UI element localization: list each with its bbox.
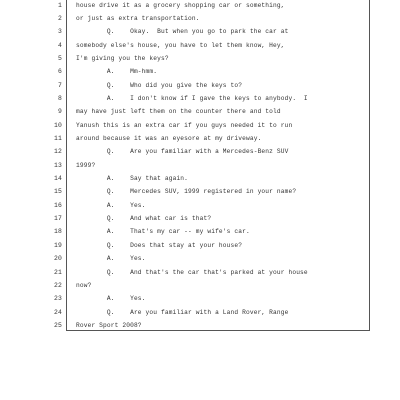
transcript-line <box>40 39 370 52</box>
line-number: 1 <box>58 1 62 9</box>
line-text: A. Say that again. <box>76 175 189 183</box>
transcript-line <box>40 0 370 12</box>
line-number: 20 <box>54 255 62 263</box>
transcript-line <box>40 132 370 145</box>
transcript-line <box>40 145 370 158</box>
line-text: Q. Are you familiar with a Mercedes-Benz SUV <box>76 148 289 156</box>
transcript-line <box>40 159 370 172</box>
line-text: Q. And that's the car that's parked at your house <box>76 268 308 276</box>
line-text: Q. Does that stay at your house? <box>76 241 243 249</box>
transcript-page <box>40 0 370 400</box>
line-text: A. That's my car -- my wife's car. <box>76 228 250 236</box>
line-number: 5 <box>58 54 62 62</box>
transcript-line <box>40 199 370 212</box>
line-number: 7 <box>58 81 62 89</box>
line-number: 23 <box>54 295 62 303</box>
line-text: Q. Okay. But when you go to park the car at <box>76 28 289 36</box>
transcript-line <box>40 25 370 38</box>
line-text: Yanush this is an extra car if you guys needed it to run <box>76 121 293 129</box>
transcript-line <box>40 306 370 319</box>
transcript-line <box>40 105 370 118</box>
line-number: 10 <box>54 121 62 129</box>
line-text: Rover Sport 2008? <box>76 321 142 329</box>
transcript-line <box>40 12 370 25</box>
line-number: 24 <box>54 308 62 316</box>
transcript-line <box>40 119 370 132</box>
line-number: 17 <box>54 215 62 223</box>
transcript-line <box>40 52 370 65</box>
transcript-line <box>40 65 370 78</box>
line-number: 3 <box>58 28 62 36</box>
line-text: may have just left them on the counter there and told <box>76 108 281 116</box>
line-text: house drive it as a grocery shopping car or something, <box>76 1 285 9</box>
line-number: 11 <box>54 135 62 142</box>
line-number: 18 <box>54 228 62 236</box>
line-number: 6 <box>58 68 62 76</box>
line-number: 12 <box>54 148 62 156</box>
line-text: Q. Who did you give the keys to? <box>76 81 243 89</box>
line-text: or just as extra transportation. <box>76 14 200 22</box>
line-number: 9 <box>58 108 62 116</box>
line-number: 13 <box>54 161 62 169</box>
transcript-line <box>40 172 370 185</box>
line-number: 2 <box>58 14 62 22</box>
transcript-line <box>40 79 370 92</box>
line-text: A. Yes. <box>76 255 146 263</box>
line-text: around because it was an eyesore at my driveway. <box>76 135 262 142</box>
transcript-line <box>40 239 370 252</box>
transcript-line <box>40 92 370 105</box>
line-text: A. Yes. <box>76 295 146 303</box>
line-number: 8 <box>58 94 62 102</box>
line-text: 1999? <box>76 161 96 169</box>
line-text: I'm giving you the keys? <box>76 54 169 62</box>
transcript-line <box>40 252 370 265</box>
line-number: 4 <box>58 41 62 49</box>
transcript-line <box>40 212 370 225</box>
line-number: 22 <box>54 281 62 289</box>
line-text: Q. Mercedes SUV, 1999 registered in your name? <box>76 188 297 196</box>
line-text: Q. Are you familiar with a Land Rover, Range <box>76 308 289 316</box>
transcript-line <box>40 266 370 279</box>
line-number: 21 <box>54 268 62 276</box>
transcript-line <box>40 225 370 238</box>
line-number: 15 <box>54 188 62 196</box>
line-number: 19 <box>54 241 62 249</box>
line-text: Q. And what car is that? <box>76 215 212 223</box>
transcript-line <box>40 185 370 198</box>
line-text: now? <box>76 281 92 289</box>
line-text: A. Mm-hmm. <box>76 68 158 76</box>
transcript-line <box>40 319 370 332</box>
line-number: 16 <box>54 201 62 209</box>
line-text: A. I don't know if I gave the keys to anybody. I <box>76 94 308 102</box>
transcript-line <box>40 279 370 292</box>
line-number: 14 <box>54 175 62 183</box>
line-number: 25 <box>54 321 62 329</box>
line-text: somebody else's house, you have to let them know, Hey, <box>76 41 285 49</box>
transcript-line <box>40 292 370 305</box>
line-text: A. Yes. <box>76 201 146 209</box>
